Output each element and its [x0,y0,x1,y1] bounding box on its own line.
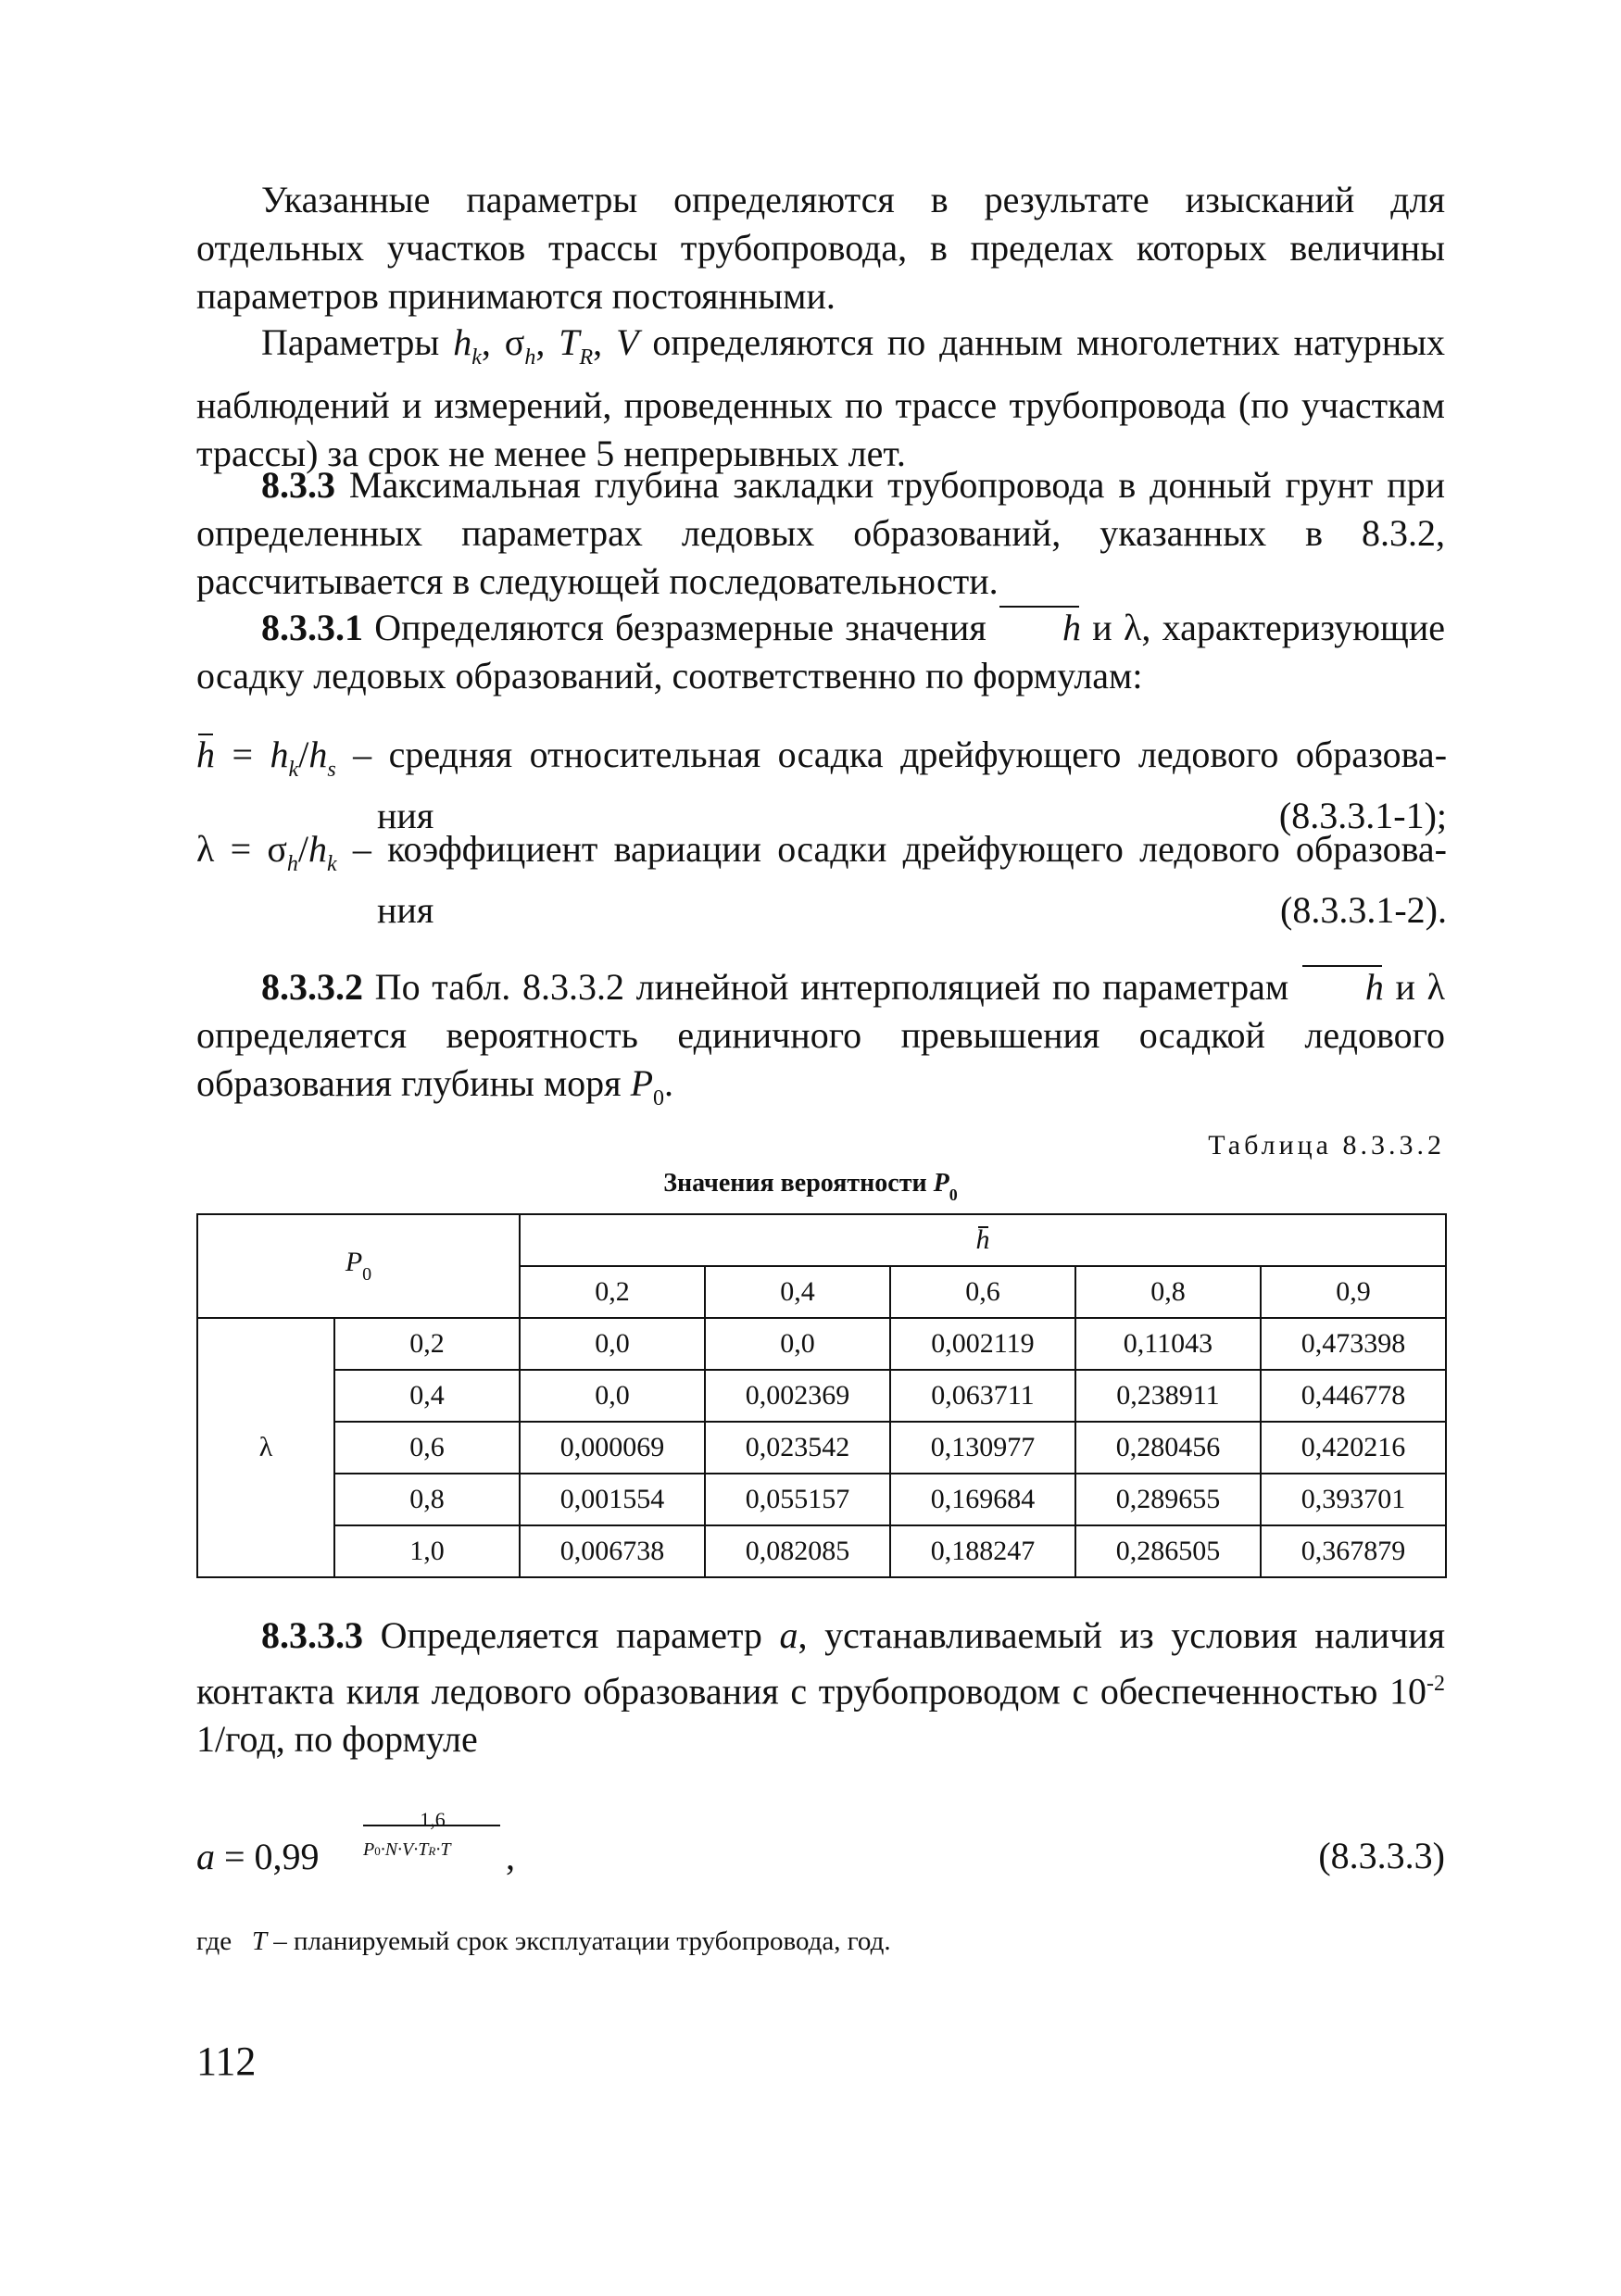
where-clause: где T – планируемый срок эксплуатации трубопровода, год. [196,1926,891,1956]
table-cell: 0,446778 [1261,1370,1446,1422]
table-cell: 0,0 [520,1318,705,1370]
formula-8-3-3-1-2: $\lambda = \sigma_h/h_k$ – коэффициент вариации осадки дрейфующего ледового образова- ния (8.3.3.1-2). [196,826,1447,934]
section-number: 8.3.3.3 [261,1614,363,1656]
column-header: 0,9 [1261,1266,1446,1318]
table-row [197,1370,1446,1422]
table-row [197,1474,1446,1525]
table-cell: 0,063711 [890,1370,1075,1422]
section-number: 8.3.3.1 [261,607,363,648]
paragraph-text: Указанные параметры определяются в результате изысканий для отдельных участков трассы трубопровода, в пределах которых величины параметров принимаются постоянными. [196,179,1445,317]
table-cell: 0,0 [520,1370,705,1422]
table-corner-cell: $P_0$ [197,1214,520,1318]
lambda-value: 0,2 [334,1318,520,1370]
h-bar-header: h [520,1214,1446,1266]
table-caption: Таблица 8.3.3.2 [1208,1130,1445,1161]
table-cell: 0,130977 [890,1422,1075,1474]
table-cell: 0,393701 [1261,1474,1446,1525]
table-cell: 0,002119 [890,1318,1075,1370]
equation-number: (8.3.3.3) [1318,1835,1445,1876]
section-8-3-3-1: 8.3.3.1 Определяются безразмерные значения h и λ, характеризующие осадку ледовых образований, соответственно по формулам: [196,604,1445,700]
table-cell: 0,002369 [705,1370,890,1422]
section-number: 8.3.3.2 [261,966,363,1008]
formula-8-3-3-1-1: $h = h_k/h_s$ – средняя относительная осадка дрейфующего ледового образова- ния (8.3.3.1-1); [196,732,1447,839]
exponent-denominator: P0·N·V·TR·T [363,1839,451,1860]
table-row [197,1318,1446,1370]
section-8-3-3: 8.3.3 Максимальная глубина закладки трубопровода в донный грунт при определенных параметрах ледовых образований, указанных в 8.3.2, рассчитывается в следующей последовательности. [196,464,1445,602]
table-cell: 0,11043 [1075,1318,1261,1370]
table-cell: 0,473398 [1261,1318,1446,1370]
table-cell: 0,055157 [705,1474,890,1525]
page-number: 112 [196,2039,257,2084]
lambda-value: 0,4 [334,1370,520,1422]
column-header: 0,4 [705,1266,890,1318]
section-number: 8.3.3 [261,464,335,506]
table-row [197,1525,1446,1577]
table-cell: 0,0 [705,1318,890,1370]
table-cell: 0,006738 [520,1525,705,1577]
table-header-row [197,1214,1446,1266]
column-header: 0,6 [890,1266,1075,1318]
table-cell: 0,280456 [1075,1422,1261,1474]
table-cell: 0,000069 [520,1422,705,1474]
exponent-numerator: 1,6 [420,1808,446,1831]
section-8-3-3-2: 8.3.3.2 По табл. 8.3.3.2 линейной интерполяцией по параметрам h и λ определяется вероятность единичного превышения осадкой ледового образования глубины моря $P_0$. [196,963,1445,1123]
table-cell: 0,420216 [1261,1422,1446,1474]
table-cell: 0,001554 [520,1474,705,1525]
table-cell: 0,082085 [705,1525,890,1577]
column-header: 0,8 [1075,1266,1261,1318]
table-row [197,1422,1446,1474]
table-cell: 0,289655 [1075,1474,1261,1525]
probability-table [196,1213,1447,1578]
table-cell: 0,367879 [1261,1525,1446,1577]
paragraph-parameters: Параметры $h_k$, $\sigma_h$, $T_R$, V определяются по данным многолетних натурных наблюдений и измерений, проведенных по трассе трубопровода (по участкам трассы) за срок не менее 5 непрерывных лет. [196,321,1446,474]
equation-number: (8.3.3.1-2). [1280,889,1447,931]
table-title: Значения вероятности $P_0$ [663,1169,958,1204]
table-cell: 0,286505 [1075,1525,1261,1577]
column-header: 0,2 [520,1266,705,1318]
lambda-row-header: λ [197,1318,334,1577]
equation-number: (8.3.3.1-1); [1278,795,1447,836]
lambda-value: 1,0 [334,1525,520,1577]
section-8-3-3-3: 8.3.3.3 Определяется параметр a, устанавливаемый из условия наличия контакта киля ледового образования с трубопроводом с обеспеченностью $10^{-2}$ 1/год, по формуле [196,1614,1445,1761]
lambda-value: 0,8 [334,1474,520,1525]
table-cell: 0,169684 [890,1474,1075,1525]
paragraph-intro [196,176,1445,320]
table-cell: 0,188247 [890,1525,1075,1577]
formula-8-3-3-3: a = 0,99 1,6 P0·N·V·TR·T , [196,1788,752,1889]
table-cell: 0,023542 [705,1422,890,1474]
table-cell: 0,238911 [1075,1370,1261,1422]
lambda-value: 0,6 [334,1422,520,1474]
